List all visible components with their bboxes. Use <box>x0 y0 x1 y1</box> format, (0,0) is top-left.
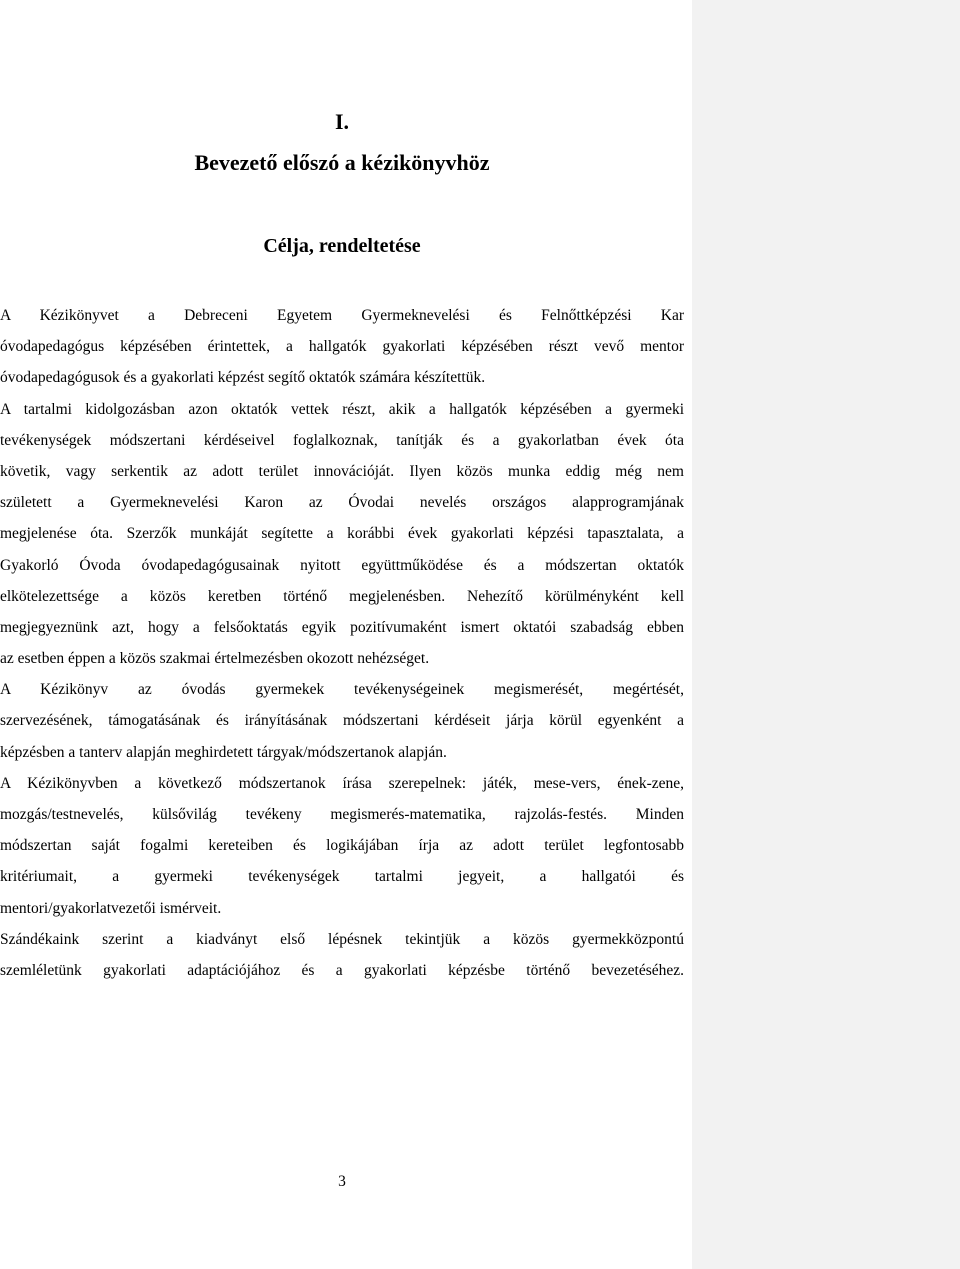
text-line: tevékenységek módszertani kérdéseivel foglalkoznak, tanítják és a gyakorlatban évek óta <box>0 431 684 449</box>
text-line: szemléletünk gyakorlati adaptációjához és a gyakorlati képzésbe történő bevezetéséhez. <box>0 961 684 979</box>
text-line: mozgás/testnevelés, külsővilág tevékeny megismerés-matematika, rajzolás-festés. Minden <box>0 806 684 823</box>
chapter-number: I. <box>334 109 350 134</box>
text-line: kritériumait, a gyermeki tevékenységek tartalmi jegyeit, a hallgatói és <box>0 868 684 886</box>
text-line: az esetben éppen a közös szakmai értelmezésben okozott nehézséget. <box>0 650 430 668</box>
text-line: A tartalmi kidolgozásban azon oktatók vettek részt, akik a hallgatók képzésében a gyermeki <box>0 400 684 418</box>
text-line: A Kézikönyvben a következő módszertanok írása szerepelnek: játék, mese-vers, ének-zene, <box>0 774 684 792</box>
paragraph <box>0 394 684 675</box>
section-title: Célja, rendeltetése <box>263 235 421 257</box>
text-line: mentori/gyakorlatvezetői ismérveit. <box>0 899 222 917</box>
text-line: megjegyeznünk azt, hogy a felsőoktatás egyik pozitívumaként ismert oktatói szabadság ebben <box>0 618 684 636</box>
text-line: született a Gyermeknevelési Karon az Óvodai nevelés országos alapprogramjának <box>0 494 684 512</box>
text-line: óvodapedagógusok és a gyakorlati képzést segítő oktatók számára készítettük. <box>0 369 486 387</box>
text-line: képzésben a tanterv alapján meghirdetett tárgyak/módszertanok alapján. <box>0 743 447 761</box>
page-number: 3 <box>338 1173 346 1190</box>
paragraph <box>0 768 684 924</box>
comment-margin-pane <box>692 0 960 1269</box>
text-line: követik, vagy serkentik az adott terület innovációját. Ilyen közös munka eddig még nem <box>0 462 684 480</box>
text-line: elkötelezettsége a közös keretben történő megjelenésben. Nehezítő körülményként kell <box>0 587 684 605</box>
text-line: óvodapedagógus képzésében érintettek, a hallgatók gyakorlati képzésében részt vevő mentor <box>0 338 684 356</box>
paragraph <box>0 674 684 768</box>
text-line: megjelenése óta. Szerzők munkáját segítette a korábbi évek gyakorlati képzési tapasztalata, a <box>0 525 684 543</box>
text-line: Gyakorló Óvoda óvodapedagógusainak nyitott együttműködése és a módszertan oktatók <box>0 556 684 574</box>
text-line: Szándékaink szerint a kiadványt első lépésnek tekintjük a közös gyermekközpontú <box>0 930 684 948</box>
chapter-title: Bevezető előszó a kézikönyvhöz <box>194 150 490 175</box>
text-line: szervezésének, támogatásának és irányításának módszertani kérdéseit járja körül egyenként a <box>0 712 684 730</box>
text-line: A Kézikönyv az óvodás gyermekek tevékenységeinek megismerését, megértését, <box>0 681 684 699</box>
text-line: A Kézikönyvet a Debreceni Egyetem Gyermeknevelési és Felnőttképzési Kar <box>0 307 684 324</box>
paragraph <box>0 924 684 986</box>
body-text <box>0 300 684 986</box>
text-line: módszertan saját fogalmi kereteiben és logikájában írja az adott terület legfontosabb <box>0 837 684 855</box>
paragraph <box>0 300 684 394</box>
